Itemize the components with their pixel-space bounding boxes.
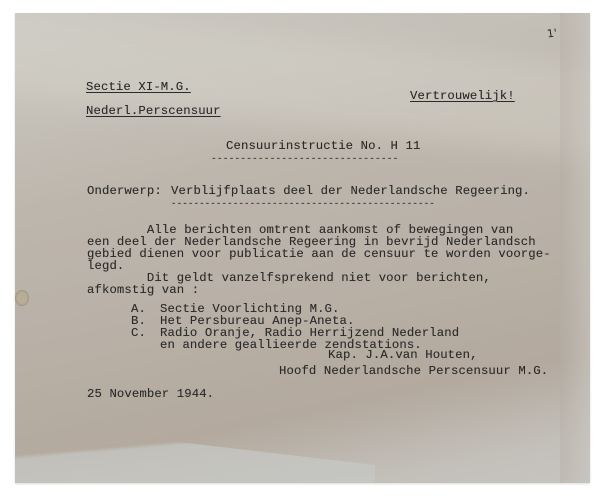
body-line: gebied dienen voor publicatie aan de censuur te worden voorge- <box>87 247 551 261</box>
list-item-letter: C. <box>131 326 146 340</box>
body-line: Dit geldt vanzelfsprekend niet voor berichten, <box>87 271 491 285</box>
document-page <box>15 13 590 483</box>
body-line: legd. <box>87 259 125 273</box>
document-date: 25 November 1944. <box>87 387 215 401</box>
confidential-label: Vertrouwelijk! <box>410 89 515 103</box>
list-item-text: en andere geallieerde zendstations. <box>160 338 422 352</box>
subject-text: Verblijfplaats deel der Nederlandsche Regeering. <box>171 184 531 198</box>
title-underline: -------------------------------- <box>211 153 399 164</box>
subject-label: Onderwerp: <box>87 184 162 198</box>
list-item-letter: B. <box>131 314 146 328</box>
margin-mark: 1' <box>546 26 558 41</box>
paper-edge-shading <box>560 13 590 483</box>
document-title: Censuurinstructie No. H 11 <box>226 139 421 153</box>
list-item-text: Sectie Voorlichting M.G. <box>160 302 340 316</box>
subject-underline: ----------------------------------------------- <box>171 198 435 209</box>
list-item-letter: A. <box>131 302 146 316</box>
body-line: Alle berichten omtrent aankomst of bewegingen van <box>87 223 514 237</box>
list-item-text: Radio Oranje, Radio Herrijzend Nederland <box>160 326 460 340</box>
body-line: afkomstig van : <box>87 283 200 297</box>
punch-hole <box>15 290 29 306</box>
body-line: een deel der Nederlandsche Regeering in bevrijd Nederlandsch <box>87 235 536 249</box>
signature-title: Hoofd Nederlandsche Perscensuur M.G. <box>279 364 549 378</box>
signature-name: Kap. J.A.van Houten, <box>328 348 478 362</box>
department-label: Nederl.Perscensuur <box>86 104 221 118</box>
section-label: Sectie XI-M.G. <box>86 80 191 94</box>
list-item-text: Het Persbureau Anep-Aneta. <box>160 314 355 328</box>
